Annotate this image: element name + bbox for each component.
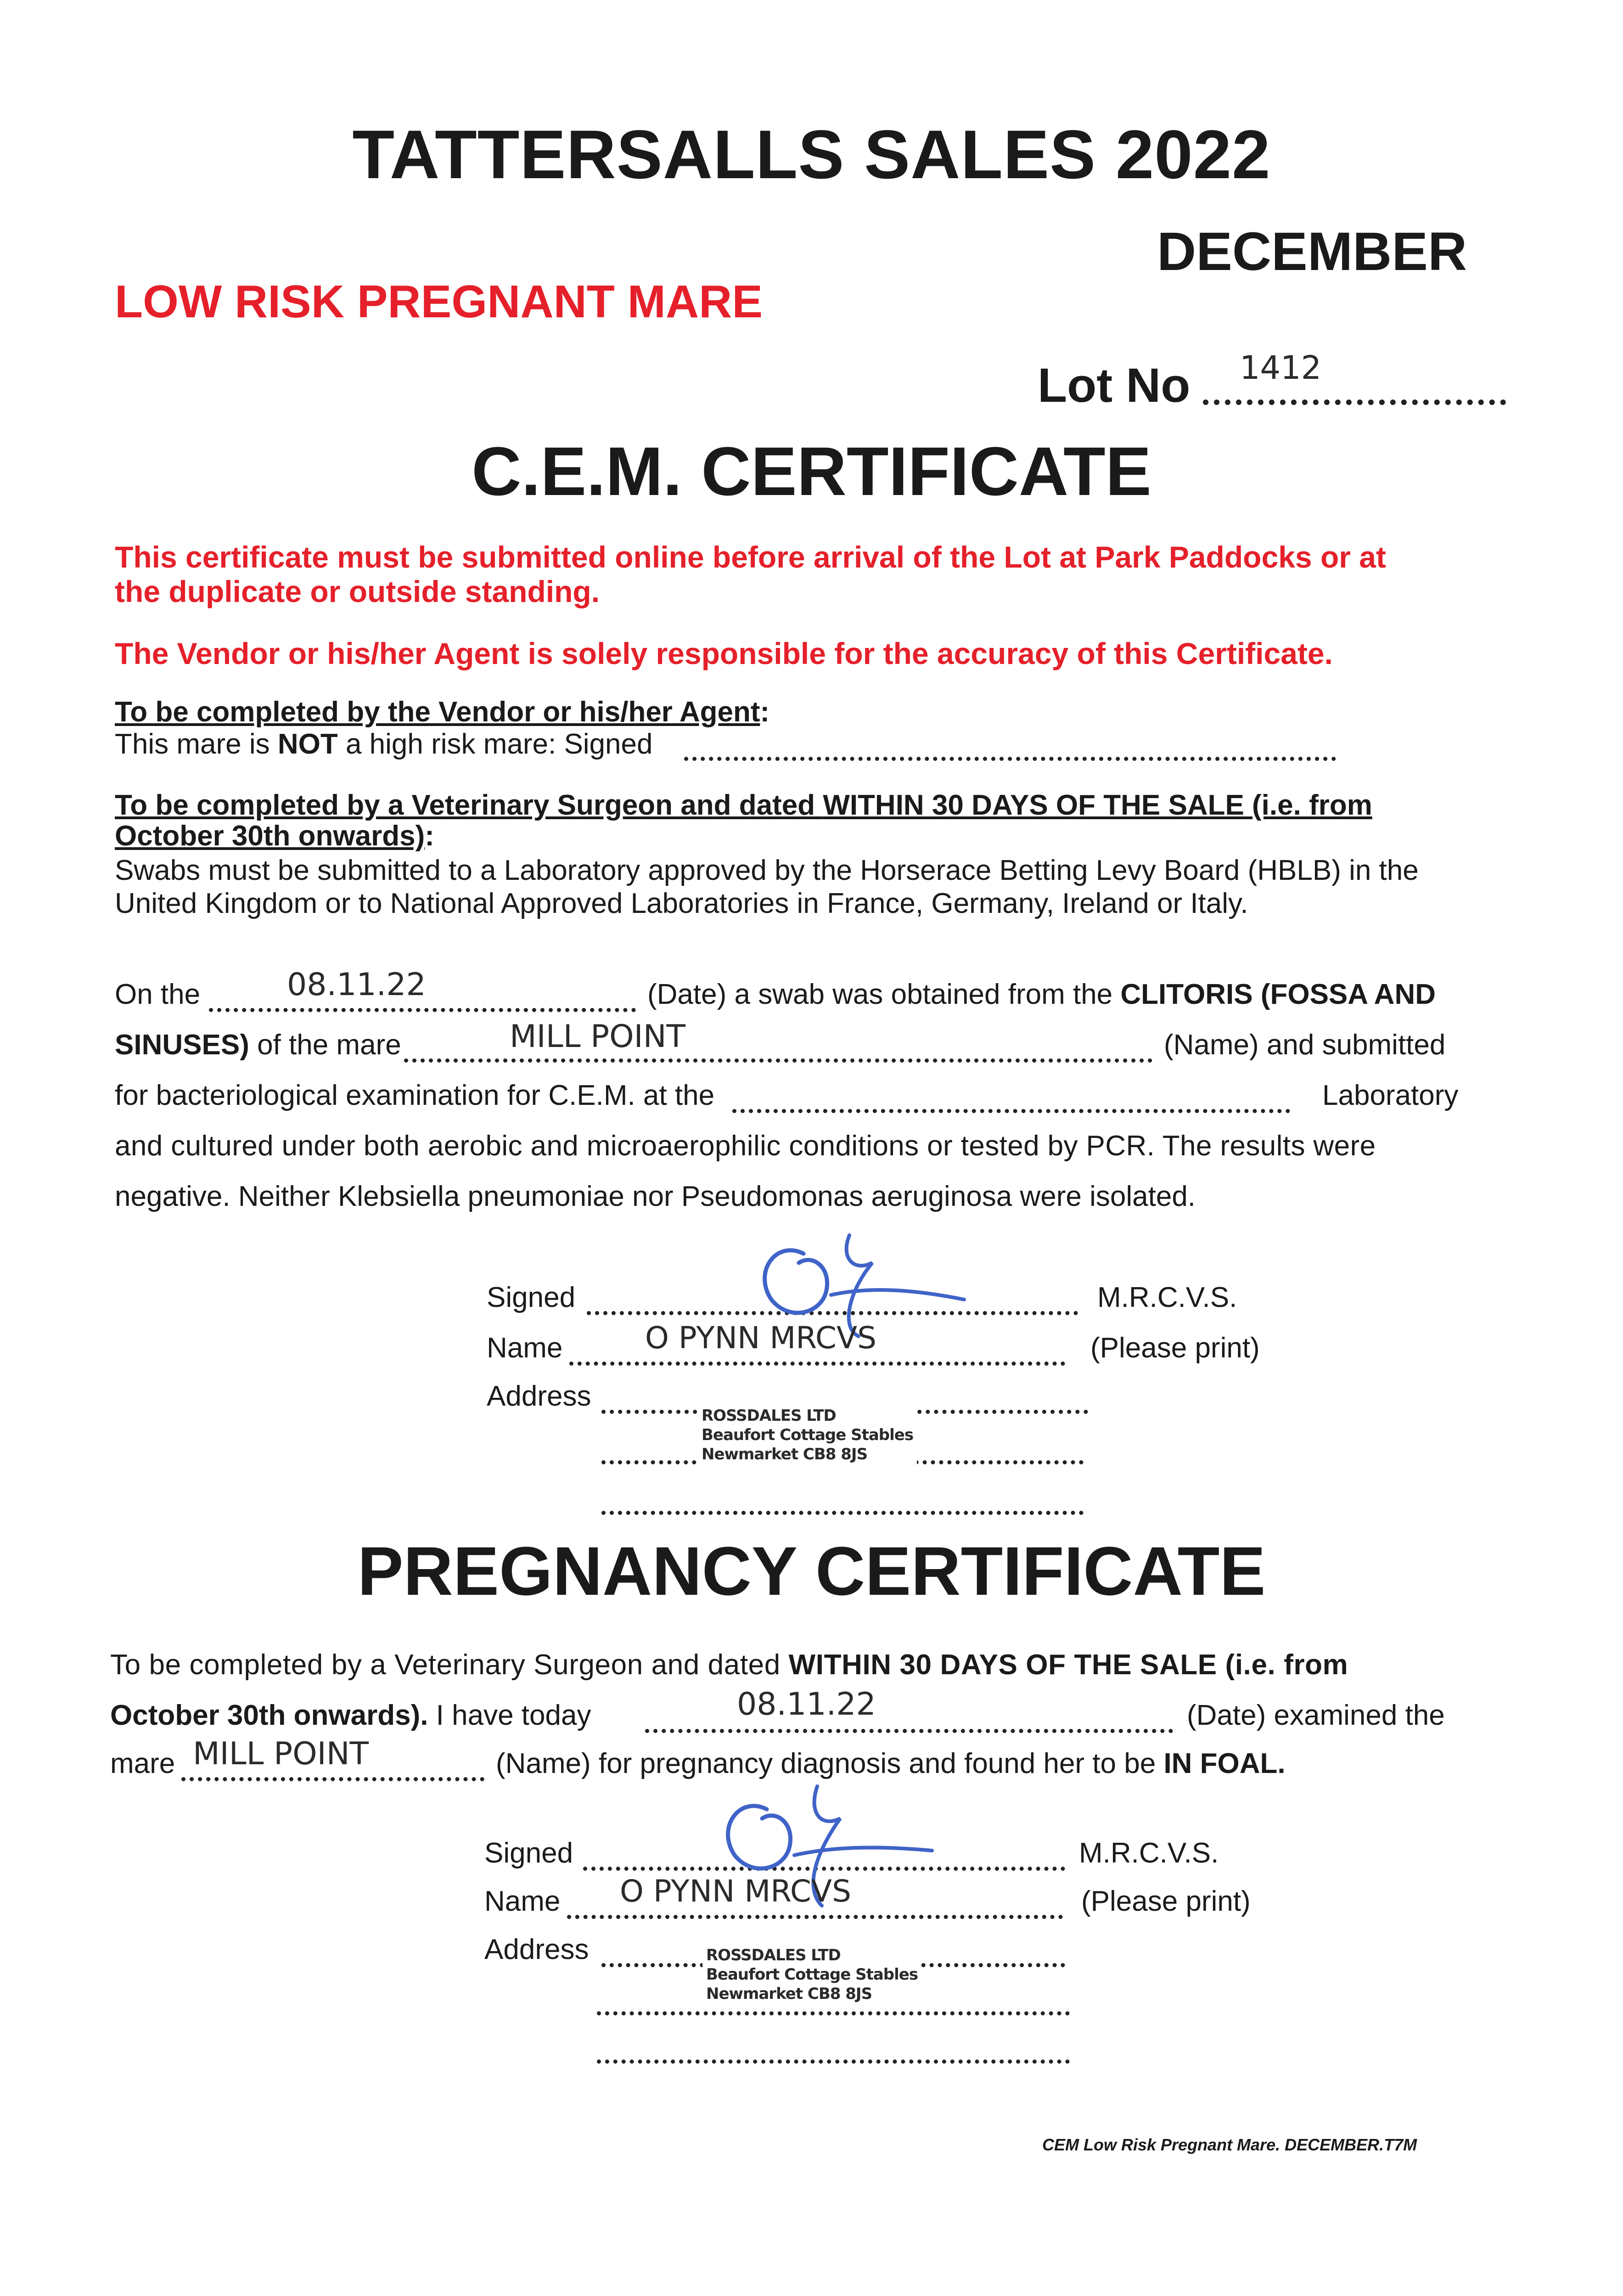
cem-stamp-line-2: Beaufort Cottage Stables (702, 1426, 914, 1444)
of-the-mare: of the mare (249, 1029, 401, 1061)
cem-mrcvs: M.R.C.V.S. (1097, 1282, 1237, 1313)
sinuses-line (115, 1029, 401, 1061)
cem-name-label: Name (487, 1332, 563, 1364)
vet-heading-line2-text: October 30th onwards) (115, 820, 425, 852)
vet-heading-pre: To be completed by a Veterinary Surgeon and dated (115, 789, 823, 821)
lot-label: Lot No (1038, 359, 1191, 412)
sinuses-bold: SINUSES) (115, 1029, 249, 1061)
preg-line-1 (110, 1649, 1348, 1681)
preg-signed-label: Signed (484, 1837, 573, 1869)
date-bold: CLITORIS (FOSSA AND (1120, 979, 1436, 1010)
swabs-line-2: United Kingdom or to National Approved Laboratories in France, Germany, Ireland or Italy. (115, 888, 1248, 919)
cem-date-dots (209, 1008, 636, 1012)
preg-mare-label: mare (110, 1748, 175, 1779)
name-submitted: (Name) and submitted (1164, 1029, 1446, 1061)
negative-text: negative. Neither Klebsiella pneumoniae nor Pseudomonas aeruginosa were isolated. (115, 1181, 1196, 1212)
preg-address-stamp (702, 1945, 921, 2004)
vet-heading-line2: October 30th onwards): (115, 820, 434, 852)
preg-date-value: 08.11.22 (737, 1686, 876, 1722)
preg-name-label: Name (484, 1885, 561, 1917)
preg-line2-text: I have today (428, 1699, 591, 1731)
vendor-text-post: a high risk mare: Signed (337, 728, 653, 760)
lot-value: 1412 (1240, 349, 1322, 387)
preg-mare-name: MILL POINT (193, 1736, 369, 1772)
lot-dots (1203, 400, 1506, 405)
cem-stamp-line-3: Newmarket CB8 8JS (702, 1445, 868, 1463)
preg-address-dots-2 (597, 2011, 1070, 2015)
preg-name-dots (567, 1915, 1063, 1919)
cem-notice-2: The Vendor or his/her Agent is solely responsible for the accuracy of this Certificate. (115, 636, 1333, 670)
preg-line-2 (110, 1699, 591, 1732)
date-text: (Date) a swab was obtained from the (647, 979, 1121, 1010)
preg-line2-bold: October 30th onwards). (110, 1699, 428, 1731)
preg-mrcvs: M.R.C.V.S. (1079, 1837, 1219, 1869)
cem-notice-1: This certificate must be submitted online before arrival of the Lot at Park Paddocks or at (115, 540, 1386, 574)
preg-in-foal: IN FOAL. (1163, 1748, 1286, 1779)
cem-vet-name: O PYNN MRCVS (645, 1320, 876, 1356)
preg-diagnosis (496, 1747, 1286, 1780)
cem-mare-name: MILL POINT (510, 1019, 686, 1055)
preg-date-dots (645, 1729, 1173, 1733)
cem-date-text (647, 978, 1436, 1011)
cultured-text: and cultured under both aerobic and microaerophilic conditions or tested by PCR. The results were (115, 1130, 1376, 1162)
cem-lab-dots (732, 1109, 1290, 1113)
preg-address-dots-3 (597, 2060, 1070, 2064)
laboratory-label: Laboratory (1322, 1080, 1459, 1111)
vendor-signature-dots (684, 757, 1336, 761)
mare-category: LOW RISK PREGNANT MARE (115, 276, 763, 327)
bacterio-text: for bacteriological examination for C.E.M. at the (115, 1080, 715, 1111)
pregnancy-title: PREGNANCY CERTIFICATE (357, 1532, 1266, 1609)
preg-mare-dots (181, 1777, 484, 1781)
preg-address-label: Address (484, 1934, 589, 1965)
swabs-line-1: Swabs must be submitted to a Laboratory approved by the Horserace Betting Levy Board (HBLB) in the (115, 855, 1419, 886)
cem-please-print: (Please print) (1090, 1332, 1260, 1364)
sale-month: DECEMBER (1157, 221, 1467, 282)
cem-name-dots (569, 1362, 1065, 1366)
vendor-declaration (115, 728, 653, 760)
preg-line1-bold: WITHIN 30 DAYS OF THE SALE (i.e. from (788, 1649, 1348, 1681)
form-code: CEM Low Risk Pregnant Mare. DECEMBER.T7M (1042, 2135, 1417, 2154)
on-the-label: On the (115, 979, 201, 1010)
preg-stamp-line-2: Beaufort Cottage Stables (706, 1965, 918, 1984)
cem-address-label: Address (487, 1380, 591, 1412)
vendor-text-pre: This mare is (115, 728, 278, 760)
cem-signed-label: Signed (487, 1282, 576, 1313)
preg-line1-pre: To be completed by a Veterinary Surgeon and dated (110, 1649, 789, 1681)
preg-stamp-line-1: ROSSDALES LTD (706, 1946, 841, 1964)
vet-heading-bold: WITHIN 30 DAYS OF THE SALE (i.e. from (823, 789, 1372, 821)
cem-mare-dots (404, 1058, 1152, 1063)
cem-address-dots-3 (601, 1511, 1084, 1515)
preg-stamp-line-3: Newmarket CB8 8JS (706, 1985, 872, 2003)
preg-please-print: (Please print) (1081, 1885, 1251, 1917)
cem-notice-1b: the duplicate or outside standing. (115, 574, 600, 608)
preg-diagnosis-text: (Name) for pregnancy diagnosis and found her to be (496, 1748, 1164, 1779)
preg-vet-name: O PYNN MRCVS (620, 1874, 851, 1909)
lot-number (1038, 349, 1506, 413)
vendor-text-not: NOT (277, 728, 338, 760)
cem-stamp-line-1: ROSSDALES LTD (702, 1407, 836, 1425)
cem-title: C.E.M. CERTIFICATE (472, 433, 1151, 510)
vendor-heading: To be completed by the Vendor or his/her Agent: (115, 696, 770, 728)
cem-address-stamp (698, 1405, 917, 1465)
preg-date-examined: (Date) examined the (1187, 1699, 1445, 1731)
vendor-heading-text: To be completed by the Vendor or his/her Agent (115, 696, 760, 728)
cem-date-value: 08.11.22 (287, 967, 426, 1003)
document-title: TATTERSALLS SALES 2022 (352, 116, 1271, 193)
vet-heading (115, 789, 1372, 822)
